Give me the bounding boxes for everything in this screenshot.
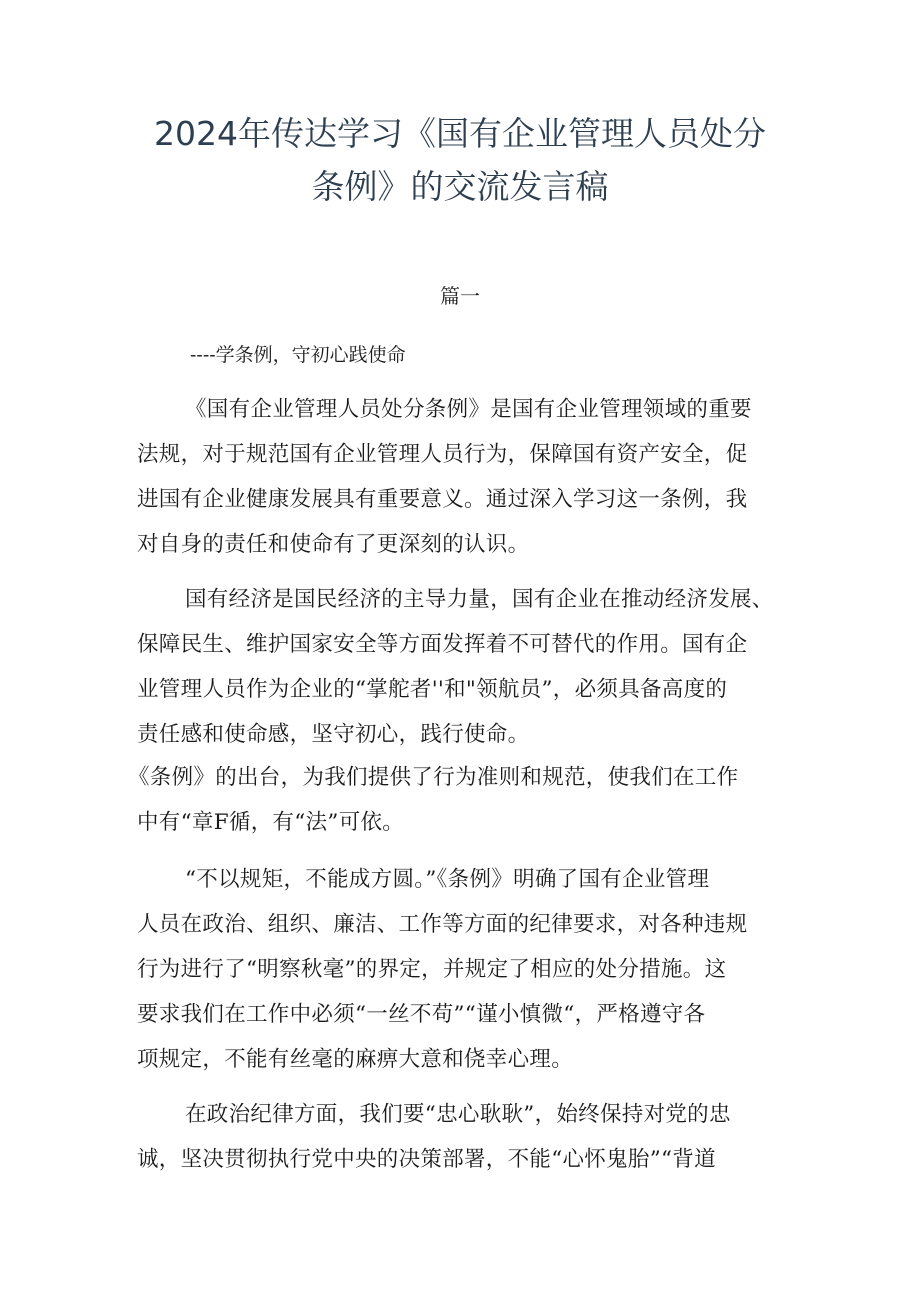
document-title-line-2: 条例》的交流发言稿 <box>311 167 609 206</box>
paragraph-line: 中有“章F循，有“法”可依。 <box>137 810 405 835</box>
paragraph-line: 在政治纪律方面，我们要“忠心耿耿”，始终保持对党的忠 <box>185 1102 731 1127</box>
paragraph-line: 业管理人员作为企业的“掌舵者''和"领航员”，必须具备高度的 <box>137 677 728 702</box>
paragraph-line: 项规定，不能有丝毫的麻痹大意和侥幸心理。 <box>137 1047 574 1072</box>
paragraph-line: 责任感和使命感，坚守初心，践行使命。 <box>137 722 530 747</box>
paragraph-line: 国有经济是国民经济的主导力量，国有企业在推动经济发展、 <box>185 587 774 612</box>
paragraph-line: 对自身的责任和使命有了更深刻的认识。 <box>137 532 530 557</box>
subtitle: ----学条例，守初心践使命 <box>190 344 406 366</box>
paragraph-line: 诚，坚决贯彻执行党中央的决策部署，不能“心怀鬼胎”“背道 <box>137 1147 716 1172</box>
document-title-line-1: 2024年传达学习《国有企业管理人员处分 <box>154 114 766 153</box>
paragraph-line: “不以规矩，不能成方圆。”《条例》明确了国有企业管理 <box>185 867 710 892</box>
paragraph-line: 进国有企业健康发展具有重要意义。通过深入学习这一条例，我 <box>137 487 748 512</box>
section-heading: 篇一 <box>440 284 480 308</box>
paragraph-line: 要求我们在工作中必须“一丝不苟”“谨小慎微“，严格遵守各 <box>137 1002 706 1027</box>
paragraph-line: 人员在政治、组织、廉洁、工作等方面的纪律要求，对各种违规 <box>137 912 748 937</box>
paragraph-line: 行为进行了“明察秋毫”的界定，并规定了相应的处分措施。这 <box>137 957 727 982</box>
paragraph-line: 保障民生、维护国家安全等方面发挥着不可替代的作用。国有企 <box>137 632 748 657</box>
paragraph-line: 《条例》的出台，为我们提供了行为准则和规范，使我们在工作 <box>128 765 739 790</box>
paragraph-line: 法规，对于规范国有企业管理人员行为，保障国有资产安全，促 <box>137 442 748 467</box>
paragraph-line: 《国有企业管理人员处分条例》是国有企业管理领域的重要 <box>185 397 752 422</box>
